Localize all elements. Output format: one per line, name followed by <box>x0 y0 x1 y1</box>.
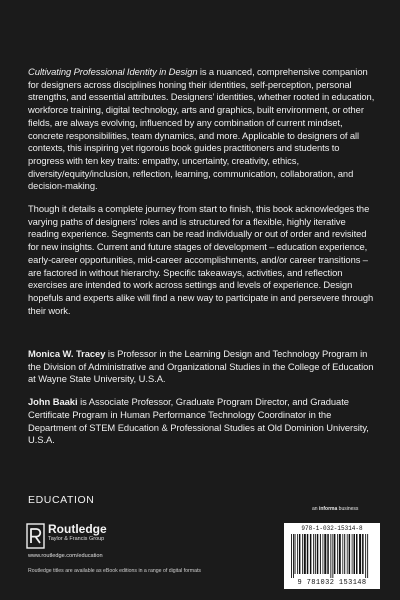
barcode-bar <box>302 534 303 574</box>
author-name-2: John Baaki <box>28 396 78 408</box>
book-description <box>28 66 376 327</box>
barcode-guard-bar <box>332 534 333 578</box>
barcode-guard-bar <box>293 534 294 578</box>
barcode-bar <box>297 534 298 574</box>
description-text-1: is a nuanced, comprehensive companion for designers across disciplines honing their identities, self-perception, personal strengths, and essential attributes. Designers’ identities, whether rooted in education, workforce training, digital technology, arts and graphics, built environment, or other fields, are always evolving, influenced by any combination of current mindset, concrete responsibilities, team dynamics, and more. Applicable to designers of all contexts, this inspiring yet rigorous book guides practitioners and students to progress with ten key traits: empathy, uncertainty, creativity, ethics, diversity/equity/inclusion, reflection, learning, communication, collaboration, and decision-making. <box>28 66 375 192</box>
barcode-bar <box>349 534 351 574</box>
barcode-bar <box>307 534 309 574</box>
barcode-bar <box>315 534 316 574</box>
barcode-bar <box>317 534 319 574</box>
publisher-block <box>48 523 107 543</box>
publisher-name: Routledge <box>48 522 107 536</box>
barcode-bar <box>324 534 326 574</box>
informa-prefix: an <box>312 506 319 512</box>
barcode-bars <box>290 534 374 578</box>
barcode-bar <box>327 534 329 574</box>
description-paragraph-2: Though it details a complete journey from start to finish, this book acknowledges the varying paths of designers’ roles and is structured for a flexible, highly iterative reading experience. Segments can be read individually or out of order and revisited for new insights. Current and future stages of development – education experience, early-career opportunities, mid-career accomplishments, and/or career transitions – are factored in without hierarchy. Specific takeaways, activities, and reflection exercises are intended to work across settings and levels of experience. Design hopefuls and experts alike will find a new way to participate in and persevere through their work. <box>28 203 374 316</box>
barcode-bar <box>323 534 324 574</box>
barcode-bar <box>313 534 314 574</box>
barcode-bar <box>295 534 296 574</box>
isbn-digits: 9 781032 153148 <box>297 579 367 587</box>
author-bio-1 <box>28 348 376 386</box>
subject-category: EDUCATION <box>28 494 95 506</box>
barcode-bar <box>304 534 306 574</box>
ebook-availability-note: Routledge titles are available as eBook editions in a range of digital formats <box>28 568 202 574</box>
author-bio-text-2: is Associate Professor, Graduate Program Director, and Graduate Certificate Program in Human Performance Technology Coordinator in the Department of STEM Education & Professional Studies at Old Dominion University, U.S.A. <box>28 396 369 446</box>
publisher-website[interactable]: www.routledge.com/education <box>28 553 103 559</box>
routledge-r-logo-icon <box>26 523 45 549</box>
barcode-bar <box>344 534 345 574</box>
description-paragraph-1 <box>28 66 376 193</box>
publisher-group: Taylor & Francis Group <box>48 536 105 542</box>
barcode-bar <box>342 534 343 574</box>
barcode-bar <box>354 534 356 574</box>
author-name-1: Monica W. Tracey <box>28 348 106 359</box>
isbn-barcode <box>284 523 380 589</box>
barcode-bar <box>299 534 301 574</box>
barcode-guard-bar <box>367 534 368 578</box>
informa-suffix: business <box>337 506 359 512</box>
barcode-bar <box>352 534 353 574</box>
barcode-bar <box>339 534 341 574</box>
barcode-bar <box>359 534 361 574</box>
author-bios <box>28 348 376 457</box>
barcode-bar <box>347 534 348 574</box>
barcode-bar <box>356 534 358 574</box>
informa-business-tag <box>312 506 358 512</box>
informa-brand: informa <box>318 506 338 512</box>
barcode-bar <box>320 534 321 574</box>
author-bio-2 <box>28 396 376 447</box>
barcode-guard-bar <box>365 534 366 578</box>
barcode-bar <box>334 534 336 574</box>
barcode-bar <box>362 534 364 574</box>
isbn-label: 978-1-032-15314-8 <box>301 525 363 532</box>
book-title: Cultivating Professional Identity in Design <box>28 66 198 77</box>
author-bio-text-1: is Professor in the Learning Design and Technology Program in the Division of Administrative and Organizational Studies in the College of Education at Wayne State University, U.S.A. <box>28 348 374 385</box>
barcode-guard-bar <box>330 534 331 578</box>
barcode-guard-bar <box>291 534 292 578</box>
barcode-bar <box>310 534 312 574</box>
barcode-bar <box>337 534 338 574</box>
